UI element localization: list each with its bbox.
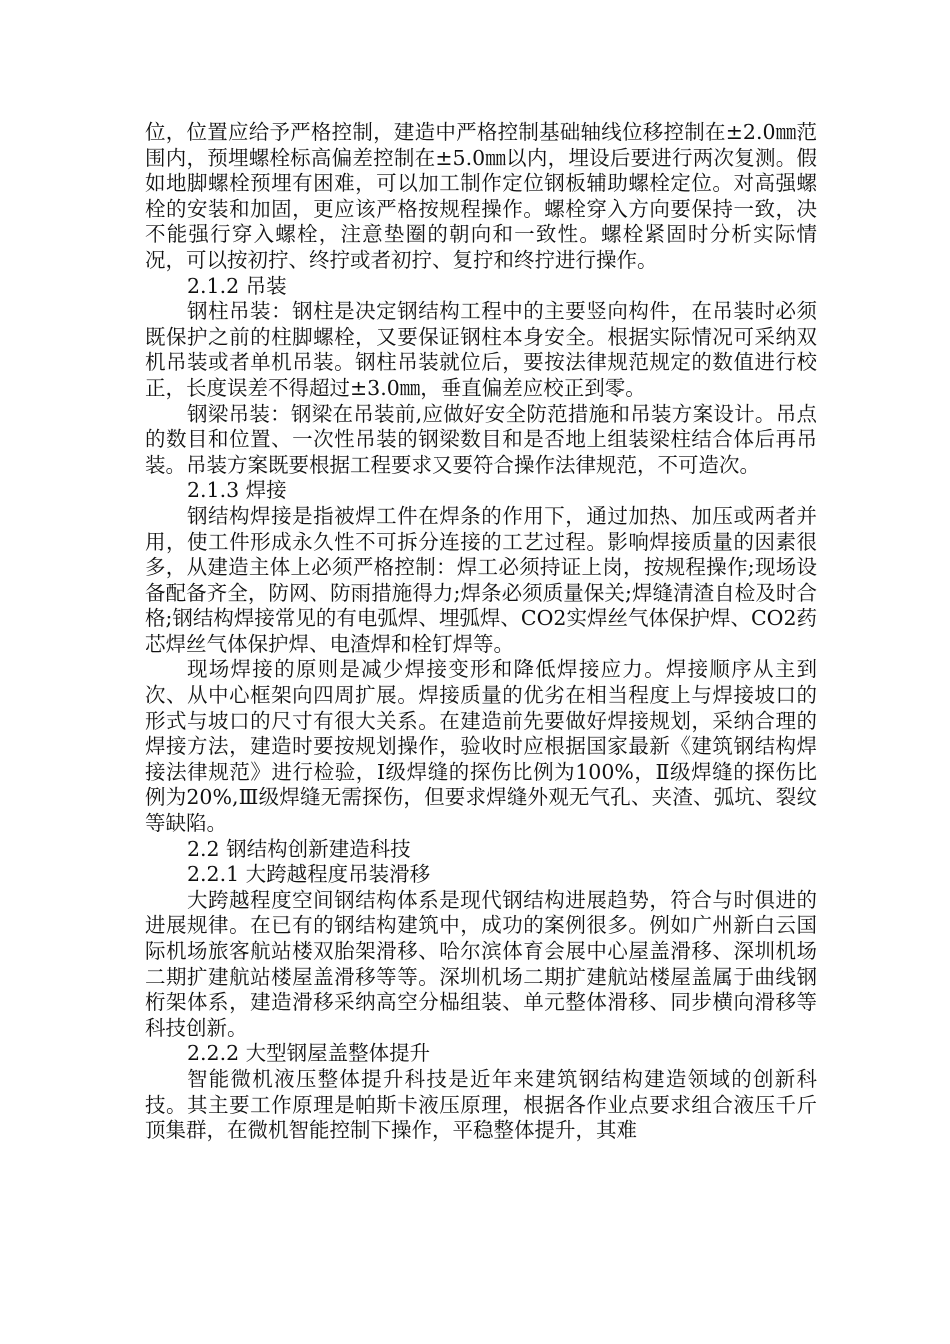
- section-heading-2-2-2: 2.2.2 大型钢屋盖整体提升: [187, 1041, 431, 1066]
- paragraph-welding-intro: 钢结构焊接是指被焊工件在焊条的作用下，通过加热、加压或两者并用，使工件形成永久性不可拆分连接的工艺过程。影响焊接质量的因素很多，从建造主体上必须严格控制：焊工必须持证上岗，按规程操作;现场设备配备齐全，防网、防雨措施得力;焊条必须质量保关;焊缝清渣自检及时合格;钢结构焊接常见的有电弧焊、埋弧焊、CO2实焊丝气体保护焊、CO2药芯焊丝气体保护焊、电渣焊和栓钉焊等。: [145, 503, 817, 656]
- section-heading-2-2: 2.2 钢结构创新建造科技: [187, 836, 411, 861]
- paragraph-welding-principle: 现场焊接的原则是减少焊接变形和降低焊接应力。焊接顺序从主到次、从中心框架向四周扩展。焊接质量的优劣在相当程度上与焊接坡口的形式与坡口的尺寸有很大关系。在建造前先要做好焊接规划，采纳合理的焊接方法，建造时要按规划操作，验收时应根据国家最新《建筑钢结构焊接法律规范》进行检验，Ⅰ级焊缝的探伤比例为100%，Ⅱ级焊缝的探伤比例为20%,Ⅲ级焊缝无需探伤，但要求焊缝外观无气孔、夹渣、弧坑、裂纹等缺陷。: [145, 657, 817, 836]
- paragraph-beam-hoisting: 钢梁吊装：钢梁在吊装前,应做好安全防范措施和吊装方案设计。吊点的数目和位置、一次性吊装的钢梁数目和是否地上组装梁柱结合体后再吊装。吊装方案既要根据工程要求又要符合操作法律规范，不可造次。: [145, 401, 817, 477]
- section-heading-2-2-1: 2.2.1 大跨越程度吊装滑移: [187, 862, 431, 887]
- section-heading-2-1-2: 2.1.2 吊装: [187, 273, 287, 298]
- paragraph-continued: 位，位置应给予严格控制，建造中严格控制基础轴线位移控制在±2.0㎜范围内，预埋螺栓标高偏差控制在±5.0㎜以内，埋设后要进行两次复测。假如地脚螺栓预埋有困难，可以加工制作定位钢板辅助螺栓定位。对高强螺栓的安装和加固，更应该严格按规程操作。螺栓穿入方向要保持一致，决不能强行穿入螺栓，注意垫圈的朝向和一致性。螺栓紧固时分析实际情况，可以按初拧、终拧或者初拧、复拧和终拧进行操作。: [145, 120, 817, 272]
- paragraph-large-span-sliding: 大跨越程度空间钢结构体系是现代钢结构进展趋势，符合与时俱进的进展规律。在已有的钢结构建筑中，成功的案例很多。例如广州新白云国际机场旅客航站楼双胎架滑移、哈尔滨体育会展中心屋盖滑移、深圳机场二期扩建航站楼屋盖滑移等等。深圳机场二期扩建航站楼屋盖属于曲线钢桁架体系，建造滑移采纳高空分榀组装、单元整体滑移、同步横向滑移等科技创新。: [145, 887, 817, 1040]
- section-heading-2-1-3: 2.1.3 焊接: [187, 478, 287, 503]
- paragraph-roof-lifting: 智能微机液压整体提升科技是近年来建筑钢结构建造领域的创新科技。其主要工作原理是帕斯卡液压原理，根据各作业点要求组合液压千斤顶集群，在微机智能控制下操作，平稳整体提升，其难: [145, 1066, 817, 1143]
- document-page: [145, 120, 817, 1144]
- paragraph-column-hoisting: 钢柱吊装：钢柱是决定钢结构工程中的主要竖向构件，在吊装时必须既保护之前的柱脚螺栓，又要保证钢柱本身安全。根据实际情况可采纳双机吊装或者单机吊装。钢柱吊装就位后，要按法律规范规定的数值进行校正，长度误差不得超过±3.0㎜，垂直偏差应校正到零。: [145, 299, 817, 400]
